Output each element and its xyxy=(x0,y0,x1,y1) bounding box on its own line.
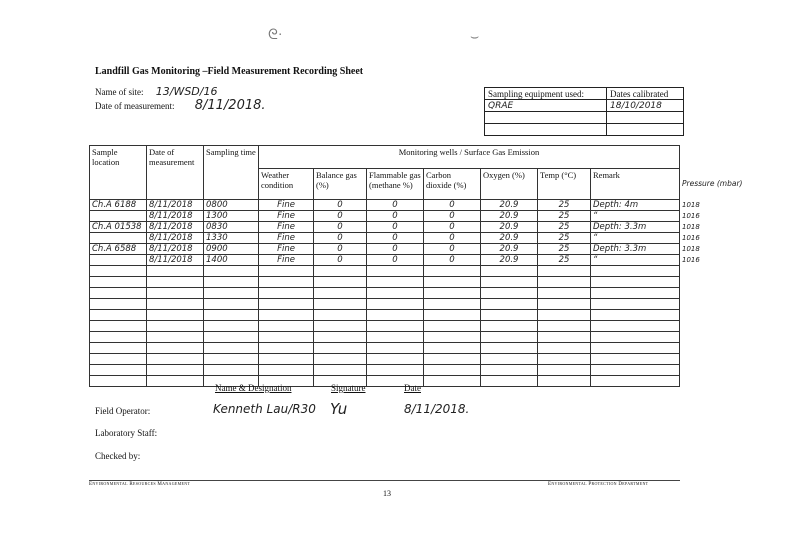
cell-date xyxy=(147,365,204,376)
site-line xyxy=(95,85,218,98)
cell-date: 8/11/2018 xyxy=(147,233,204,244)
cell-time xyxy=(204,299,259,310)
pressure-value: 1018 xyxy=(682,200,700,209)
cell-remark: “ xyxy=(591,211,680,222)
table-row xyxy=(90,310,680,321)
cell-date xyxy=(147,376,204,387)
calibrated-cell: 18/10/2018 xyxy=(607,100,684,112)
cell-oxygen xyxy=(481,321,538,332)
cell-carbon-dioxide xyxy=(424,343,481,354)
table-row xyxy=(90,288,680,299)
cell-balance-gas: 0 xyxy=(314,222,367,233)
cell-temp xyxy=(538,299,591,310)
cell-carbon-dioxide xyxy=(424,354,481,365)
table-row xyxy=(90,332,680,343)
cell-carbon-dioxide: 0 xyxy=(424,211,481,222)
cell-remark xyxy=(591,332,680,343)
cell-time xyxy=(204,343,259,354)
table-row xyxy=(90,244,680,255)
cell-balance-gas xyxy=(314,266,367,277)
cell-carbon-dioxide: 0 xyxy=(424,255,481,266)
cell-time xyxy=(204,266,259,277)
cell-remark: “ xyxy=(591,233,680,244)
header-time: Sampling time xyxy=(204,146,259,200)
cell-temp xyxy=(538,321,591,332)
date-label: Date of measurement: xyxy=(95,101,175,111)
cell-location: Ch.A 01538 xyxy=(90,222,147,233)
header-pressure: Pressure (mbar) xyxy=(682,179,743,188)
cell-time xyxy=(204,288,259,299)
cell-time xyxy=(204,365,259,376)
cell-methane: 0 xyxy=(367,222,424,233)
cell-temp: 25 xyxy=(538,244,591,255)
cell-location xyxy=(90,332,147,343)
cell-methane xyxy=(367,332,424,343)
cell-carbon-dioxide xyxy=(424,332,481,343)
site-value: 13/WSD/16 xyxy=(155,85,218,98)
cell-balance-gas xyxy=(314,354,367,365)
cell-location xyxy=(90,266,147,277)
cell-remark: Depth: 4m xyxy=(591,200,680,211)
field-operator-label: Field Operator: xyxy=(95,406,151,416)
cell-remark: Depth: 3.3m xyxy=(591,244,680,255)
cell-oxygen: 20.9 xyxy=(481,222,538,233)
cell-balance-gas xyxy=(314,299,367,310)
table-row xyxy=(90,376,680,387)
table-row xyxy=(90,200,680,211)
cell-balance-gas xyxy=(314,332,367,343)
date-line xyxy=(95,98,266,113)
cell-remark: Depth: 3.3m xyxy=(591,222,680,233)
cell-weather xyxy=(259,321,314,332)
cell-weather: Fine xyxy=(259,211,314,222)
cell-oxygen xyxy=(481,343,538,354)
cell-remark xyxy=(591,288,680,299)
cell-carbon-dioxide xyxy=(424,365,481,376)
signature-head-signature: Signature xyxy=(331,383,366,393)
cell-oxygen xyxy=(481,376,538,387)
cell-date xyxy=(147,332,204,343)
cell-date: 8/11/2018 xyxy=(147,200,204,211)
cell-methane xyxy=(367,277,424,288)
header-oxygen: Oxygen (%) xyxy=(481,169,538,200)
laboratory-staff-label: Laboratory Staff: xyxy=(95,428,158,438)
operator-name: Kenneth Lau/R30 xyxy=(213,402,316,416)
cell-methane: 0 xyxy=(367,211,424,222)
cell-methane: 0 xyxy=(367,200,424,211)
header-sample-location: Sample location xyxy=(90,146,147,200)
cell-methane xyxy=(367,343,424,354)
cell-weather xyxy=(259,299,314,310)
cell-weather: Fine xyxy=(259,255,314,266)
cell-date xyxy=(147,266,204,277)
pressure-value: 1016 xyxy=(682,255,700,264)
cell-remark xyxy=(591,321,680,332)
cell-temp: 25 xyxy=(538,211,591,222)
cell-oxygen: 20.9 xyxy=(481,244,538,255)
header-date: Date of measurement xyxy=(147,146,204,200)
cell-remark xyxy=(591,365,680,376)
cell-weather: Fine xyxy=(259,244,314,255)
operator-date: 8/11/2018. xyxy=(404,402,470,416)
calibrated-cell xyxy=(607,112,684,124)
cell-temp xyxy=(538,354,591,365)
header-weather: Weather condition xyxy=(259,169,314,200)
cell-weather: Fine xyxy=(259,233,314,244)
cell-balance-gas: 0 xyxy=(314,244,367,255)
header-remark: Remark xyxy=(591,169,680,200)
cell-date: 8/11/2018 xyxy=(147,211,204,222)
cell-balance-gas xyxy=(314,310,367,321)
cell-methane xyxy=(367,321,424,332)
cell-temp xyxy=(538,376,591,387)
cell-carbon-dioxide: 0 xyxy=(424,222,481,233)
cell-methane: 0 xyxy=(367,233,424,244)
cell-date: 8/11/2018 xyxy=(147,244,204,255)
table-row xyxy=(90,354,680,365)
cell-carbon-dioxide: 0 xyxy=(424,244,481,255)
cell-methane: 0 xyxy=(367,255,424,266)
cell-date xyxy=(147,321,204,332)
cell-location xyxy=(90,288,147,299)
operator-signature: Yu xyxy=(330,400,348,418)
cell-location xyxy=(90,233,147,244)
cell-balance-gas: 0 xyxy=(314,200,367,211)
table-row xyxy=(90,365,680,376)
cell-balance-gas: 0 xyxy=(314,255,367,266)
cell-carbon-dioxide: 0 xyxy=(424,233,481,244)
cell-date xyxy=(147,277,204,288)
cell-carbon-dioxide xyxy=(424,288,481,299)
scribble-mark: ᘓ· xyxy=(268,28,283,43)
pressure-value: 1018 xyxy=(682,222,700,231)
signature-head-date: Date xyxy=(404,383,421,393)
cell-location xyxy=(90,376,147,387)
cell-carbon-dioxide xyxy=(424,266,481,277)
cell-weather xyxy=(259,354,314,365)
cell-time: 1400 xyxy=(204,255,259,266)
cell-methane xyxy=(367,365,424,376)
equipment-cell: QRAE xyxy=(485,100,607,112)
cell-carbon-dioxide: 0 xyxy=(424,200,481,211)
cell-balance-gas xyxy=(314,288,367,299)
header-temp: Temp (°C) xyxy=(538,169,591,200)
header-group: Monitoring wells / Surface Gas Emission xyxy=(259,146,680,169)
table-row xyxy=(90,343,680,354)
calibrated-header: Dates calibrated xyxy=(607,88,684,100)
cell-oxygen: 20.9 xyxy=(481,255,538,266)
cell-location xyxy=(90,299,147,310)
cell-balance-gas xyxy=(314,365,367,376)
cell-temp xyxy=(538,332,591,343)
cell-temp xyxy=(538,310,591,321)
site-label: Name of site: xyxy=(95,87,144,97)
equipment-table xyxy=(484,87,684,136)
document-title: Landfill Gas Monitoring –Field Measurement Recording Sheet xyxy=(95,66,364,77)
footer-right: Environmental Protection Department xyxy=(548,482,649,487)
calibrated-cell xyxy=(607,124,684,136)
date-value: 8/11/2018. xyxy=(194,98,266,113)
cell-carbon-dioxide xyxy=(424,321,481,332)
cell-date xyxy=(147,354,204,365)
cell-balance-gas xyxy=(314,321,367,332)
cell-location xyxy=(90,343,147,354)
cell-location xyxy=(90,255,147,266)
cell-balance-gas: 0 xyxy=(314,211,367,222)
cell-temp: 25 xyxy=(538,233,591,244)
cell-weather xyxy=(259,343,314,354)
scribble-mark-2: ⌣ xyxy=(470,30,480,45)
cell-time xyxy=(204,321,259,332)
cell-balance-gas: 0 xyxy=(314,233,367,244)
cell-temp xyxy=(538,266,591,277)
cell-oxygen xyxy=(481,266,538,277)
cell-weather: Fine xyxy=(259,222,314,233)
cell-location xyxy=(90,365,147,376)
page-number: 13 xyxy=(383,489,391,498)
cell-weather xyxy=(259,266,314,277)
cell-remark xyxy=(591,310,680,321)
cell-carbon-dioxide xyxy=(424,299,481,310)
cell-remark xyxy=(591,376,680,387)
cell-weather xyxy=(259,277,314,288)
cell-time: 1300 xyxy=(204,211,259,222)
cell-balance-gas xyxy=(314,343,367,354)
cell-time xyxy=(204,310,259,321)
cell-remark: “ xyxy=(591,255,680,266)
cell-location xyxy=(90,310,147,321)
cell-oxygen: 20.9 xyxy=(481,200,538,211)
cell-methane xyxy=(367,299,424,310)
cell-weather: Fine xyxy=(259,200,314,211)
cell-methane xyxy=(367,288,424,299)
cell-methane xyxy=(367,310,424,321)
equipment-cell xyxy=(485,124,607,136)
cell-temp: 25 xyxy=(538,200,591,211)
cell-date xyxy=(147,288,204,299)
table-row xyxy=(90,321,680,332)
cell-location xyxy=(90,321,147,332)
cell-oxygen: 20.9 xyxy=(481,211,538,222)
table-row xyxy=(90,233,680,244)
cell-weather xyxy=(259,310,314,321)
cell-date xyxy=(147,310,204,321)
cell-carbon-dioxide xyxy=(424,277,481,288)
cell-remark xyxy=(591,343,680,354)
cell-remark xyxy=(591,266,680,277)
cell-remark xyxy=(591,277,680,288)
cell-temp xyxy=(538,365,591,376)
pressure-value: 1016 xyxy=(682,233,700,242)
cell-time: 0900 xyxy=(204,244,259,255)
cell-oxygen: 20.9 xyxy=(481,233,538,244)
cell-weather xyxy=(259,365,314,376)
cell-date: 8/11/2018 xyxy=(147,255,204,266)
table-row xyxy=(90,211,680,222)
cell-location xyxy=(90,211,147,222)
cell-time: 1330 xyxy=(204,233,259,244)
equipment-cell xyxy=(485,112,607,124)
header-flammable-gas: Flammable gas (methane %) xyxy=(367,169,424,200)
measurement-table xyxy=(89,145,680,387)
cell-location: Ch.A 6188 xyxy=(90,200,147,211)
header-carbon-dioxide: Carbon dioxide (%) xyxy=(424,169,481,200)
signature-head-name: Name & Designation xyxy=(215,383,292,393)
table-row xyxy=(90,277,680,288)
cell-location xyxy=(90,354,147,365)
cell-weather xyxy=(259,288,314,299)
pressure-value: 1016 xyxy=(682,211,700,220)
checked-by-label: Checked by: xyxy=(95,451,141,461)
cell-time xyxy=(204,354,259,365)
cell-carbon-dioxide xyxy=(424,310,481,321)
cell-temp xyxy=(538,288,591,299)
cell-date: 8/11/2018 xyxy=(147,222,204,233)
cell-carbon-dioxide xyxy=(424,376,481,387)
cell-temp xyxy=(538,343,591,354)
cell-oxygen xyxy=(481,365,538,376)
table-row xyxy=(90,299,680,310)
cell-location: Ch.A 6588 xyxy=(90,244,147,255)
cell-oxygen xyxy=(481,277,538,288)
equipment-header: Sampling equipment used: xyxy=(485,88,607,100)
cell-temp: 25 xyxy=(538,222,591,233)
cell-temp: 25 xyxy=(538,255,591,266)
cell-balance-gas xyxy=(314,277,367,288)
cell-methane: 0 xyxy=(367,244,424,255)
pressure-value: 1018 xyxy=(682,244,700,253)
cell-oxygen xyxy=(481,288,538,299)
cell-oxygen xyxy=(481,310,538,321)
cell-time: 0830 xyxy=(204,222,259,233)
cell-location xyxy=(90,277,147,288)
cell-time xyxy=(204,277,259,288)
cell-date xyxy=(147,343,204,354)
table-row xyxy=(90,222,680,233)
cell-weather xyxy=(259,332,314,343)
cell-methane xyxy=(367,266,424,277)
cell-remark xyxy=(591,354,680,365)
cell-remark xyxy=(591,299,680,310)
cell-time: 0800 xyxy=(204,200,259,211)
cell-temp xyxy=(538,277,591,288)
cell-methane xyxy=(367,354,424,365)
table-row xyxy=(90,255,680,266)
cell-oxygen xyxy=(481,299,538,310)
cell-oxygen xyxy=(481,332,538,343)
cell-date xyxy=(147,299,204,310)
cell-oxygen xyxy=(481,354,538,365)
footer-left: Environmental Resources Management xyxy=(89,482,191,487)
table-row xyxy=(90,266,680,277)
cell-time xyxy=(204,332,259,343)
header-balance-gas: Balance gas (%) xyxy=(314,169,367,200)
